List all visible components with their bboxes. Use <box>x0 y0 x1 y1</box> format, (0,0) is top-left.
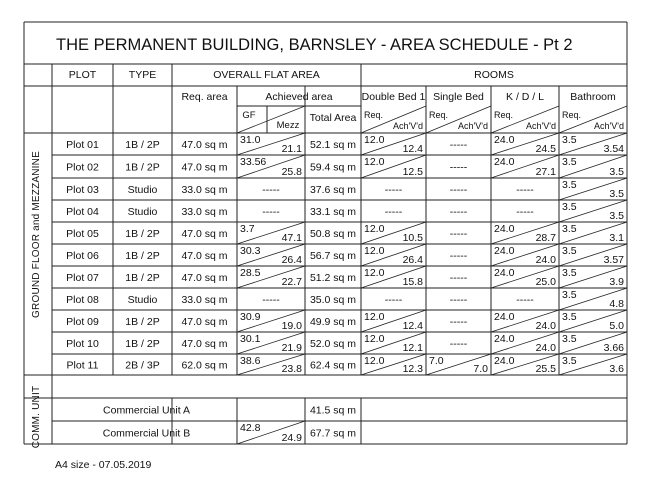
cell-plot: Plot 07 <box>66 272 99 284</box>
cell-gf-mezz-achieved: 21.9 <box>281 342 302 354</box>
cell-total-area: 51.2 sq m <box>309 272 357 284</box>
cell-double-bed-req: 12.0 <box>364 267 385 279</box>
cell-gf-mezz-achieved: 19.0 <box>281 320 302 332</box>
cell-commercial-name: Commercial Unit B <box>102 427 191 440</box>
cell-bathroom-achieved: 3.66 <box>603 342 624 354</box>
cell-bathroom-req: 3.5 <box>562 245 577 257</box>
cell-kdl-req: 24.0 <box>494 245 515 257</box>
header-achvd-bathroom: Ach'V'd <box>594 121 624 131</box>
cell-req-area: 47.0 sq m <box>181 250 228 262</box>
header-req-area: Req. area <box>181 91 228 103</box>
header-achvd-double-bed: Ach'V'd <box>393 121 423 131</box>
cell-gf-mezz-empty: ----- <box>262 184 280 196</box>
cell-double-bed-req: 12.0 <box>364 156 385 168</box>
cell-bathroom-achieved: 4.8 <box>609 298 624 310</box>
cell-commercial-gf: 42.8 <box>240 422 261 434</box>
cell-plot: Plot 11 <box>66 359 99 372</box>
cell-kdl-achieved: 27.1 <box>535 166 556 178</box>
cell-type: 1B / 2P <box>125 161 160 174</box>
cell-kdl-achieved: 25.5 <box>535 363 556 375</box>
cell-kdl-achieved: 24.0 <box>535 254 556 266</box>
schedule-title: THE PERMANENT BUILDING, BARNSLEY - AREA SCHEDULE - Pt 2 <box>56 36 573 54</box>
header-overall-flat-area: OVERALL FLAT AREA <box>213 69 320 81</box>
cell-gf-mezz-achieved: 22.7 <box>281 276 302 288</box>
cell-plot: Plot 04 <box>66 206 99 218</box>
cell-total-area: 62.4 sq m <box>309 359 357 372</box>
cell-single-bed-empty: ----- <box>449 250 468 262</box>
cell-kdl-req: 24.0 <box>494 311 515 323</box>
cell-total-area: 52.0 sq m <box>309 338 357 350</box>
header-req-single-bed: Req. <box>429 110 449 120</box>
cell-type: Studio <box>127 206 158 218</box>
cell-gf-mezz-achieved: 23.8 <box>281 363 302 375</box>
cell-kdl-req: 24.0 <box>494 156 515 168</box>
cell-single-bed-empty: ----- <box>449 338 468 350</box>
cell-gf-mezz-achieved: 25.8 <box>281 166 302 178</box>
cell-double-bed-empty: ----- <box>384 294 403 306</box>
cell-gf-mezz-empty: ----- <box>262 206 280 218</box>
header-single-bed: Single Bed <box>433 91 484 103</box>
cell-req-area: 62.0 sq m <box>181 359 228 372</box>
cell-gf-mezz-achieved: 26.4 <box>281 254 302 266</box>
cell-bathroom-achieved: 3.54 <box>603 143 624 155</box>
cell-double-bed-empty: ----- <box>384 184 403 196</box>
cell-bathroom-achieved: 5.0 <box>609 320 624 332</box>
cell-plot: Plot 08 <box>66 294 99 306</box>
cell-bathroom-req: 3.5 <box>562 134 577 146</box>
cell-bathroom-achieved: 3.6 <box>609 363 624 375</box>
cell-bathroom-req: 3.5 <box>562 201 577 213</box>
cell-kdl-empty: ----- <box>516 206 534 218</box>
cell-single-bed-achieved: 7.0 <box>473 363 488 375</box>
header-gf: GF <box>242 110 256 121</box>
cell-total-area: 49.9 sq m <box>309 316 357 328</box>
cell-type: 1B / 2P <box>125 250 160 262</box>
cell-double-bed-empty: ----- <box>384 206 403 218</box>
cell-gf-mezz-req: 30.1 <box>240 333 261 345</box>
header-plot: PLOT <box>68 69 97 81</box>
cell-type: 1B / 2P <box>125 316 160 328</box>
cell-commercial-mezz: 24.9 <box>281 432 302 444</box>
cell-bathroom-req: 3.5 <box>562 355 577 367</box>
cell-double-bed-achieved: 12.5 <box>402 166 423 178</box>
cell-double-bed-req: 12.0 <box>364 223 385 235</box>
cell-single-bed-empty: ----- <box>449 139 468 151</box>
cell-bathroom-req: 3.5 <box>562 156 577 168</box>
footer-note: A4 size - 07.05.2019 <box>55 459 152 471</box>
cell-plot: Plot 02 <box>66 161 99 174</box>
cell-gf-mezz-req: 38.6 <box>240 355 261 367</box>
cell-req-area: 33.0 sq m <box>181 294 228 306</box>
cell-type: 2B / 3P <box>125 359 160 372</box>
cell-double-bed-req: 12.0 <box>364 134 385 146</box>
header-req-kdl: Req. <box>494 110 514 120</box>
header-bathroom: Bathroom <box>570 91 616 103</box>
cell-kdl-achieved: 24.5 <box>535 143 556 155</box>
cell-total-area: 33.1 sq m <box>309 206 357 218</box>
cell-req-area: 47.0 sq m <box>181 161 228 174</box>
header-req-double-bed: Req. <box>364 110 384 120</box>
cell-total-area: 56.7 sq m <box>309 250 357 262</box>
header-rooms: ROOMS <box>474 69 514 81</box>
cell-req-area: 47.0 sq m <box>181 316 228 328</box>
cell-single-bed-req: 7.0 <box>429 355 444 367</box>
cell-total-area: 59.4 sq m <box>309 161 357 174</box>
cell-kdl-req: 24.0 <box>494 333 515 345</box>
cell-kdl-req: 24.0 <box>494 134 515 146</box>
cell-gf-mezz-req: 3.7 <box>240 223 255 235</box>
cell-single-bed-empty: ----- <box>449 161 468 174</box>
cell-double-bed-req: 12.0 <box>364 355 385 367</box>
cell-bathroom-achieved: 3.5 <box>609 210 624 222</box>
cell-kdl-req: 24.0 <box>494 267 515 279</box>
cell-plot: Plot 06 <box>66 250 99 262</box>
cell-gf-mezz-req: 28.5 <box>240 267 261 279</box>
cell-double-bed-achieved: 15.8 <box>402 276 423 288</box>
header-req-bathroom: Req. <box>562 110 582 120</box>
header-mezz: Mezz <box>276 120 300 131</box>
cell-gf-mezz-req: 30.3 <box>240 245 261 257</box>
cell-single-bed-empty: ----- <box>449 316 468 328</box>
cell-bathroom-achieved: 3.1 <box>609 232 624 244</box>
cell-double-bed-req: 12.0 <box>364 333 385 345</box>
cell-bathroom-achieved: 3.57 <box>603 254 624 266</box>
cell-bathroom-req: 3.5 <box>562 289 577 301</box>
header-achieved-area: Achieved area <box>265 91 333 103</box>
cell-plot: Plot 10 <box>66 338 99 350</box>
cell-gf-mezz-req: 31.0 <box>240 134 261 146</box>
cell-gf-mezz-req: 30.9 <box>240 311 261 323</box>
cell-type: 1B / 2P <box>125 228 160 240</box>
cell-bathroom-req: 3.5 <box>562 311 577 323</box>
cell-type: 1B / 2P <box>125 272 160 284</box>
cell-double-bed-req: 12.0 <box>364 245 385 257</box>
cell-req-area: 47.0 sq m <box>181 139 228 151</box>
cell-double-bed-achieved: 10.5 <box>402 232 423 244</box>
cell-gf-mezz-achieved: 21.1 <box>281 143 302 155</box>
cell-plot: Plot 03 <box>66 184 99 196</box>
header-type: TYPE <box>128 69 157 81</box>
cell-kdl-empty: ----- <box>516 294 534 306</box>
cell-bathroom-req: 3.5 <box>562 179 577 191</box>
cell-double-bed-req: 12.0 <box>364 311 385 323</box>
cell-plot: Plot 09 <box>66 316 99 328</box>
cell-total-area: 37.6 sq m <box>309 184 357 196</box>
cell-commercial-total: 41.5 sq m <box>309 404 357 417</box>
cell-req-area: 47.0 sq m <box>181 338 228 350</box>
cell-double-bed-achieved: 12.4 <box>402 143 423 155</box>
cell-kdl-achieved: 28.7 <box>535 232 556 244</box>
cell-commercial-total: 67.7 sq m <box>309 427 357 440</box>
cell-double-bed-achieved: 26.4 <box>402 254 423 266</box>
cell-single-bed-empty: ----- <box>449 184 468 196</box>
cell-kdl-achieved: 24.0 <box>535 342 556 354</box>
cell-type: 1B / 2P <box>125 139 160 151</box>
cell-bathroom-req: 3.5 <box>562 267 577 279</box>
cell-bathroom-req: 3.5 <box>562 223 577 235</box>
header-kdl: K / D / L <box>506 91 544 103</box>
cell-single-bed-empty: ----- <box>449 294 468 306</box>
header-total-area: Total Area <box>309 112 357 124</box>
cell-single-bed-empty: ----- <box>449 272 468 284</box>
cell-bathroom-achieved: 3.9 <box>609 276 624 288</box>
cell-bathroom-req: 3.5 <box>562 333 577 345</box>
cell-gf-mezz-achieved: 47.1 <box>281 232 302 244</box>
cell-total-area: 35.0 sq m <box>309 294 357 306</box>
cell-type: 1B / 2P <box>125 338 160 350</box>
table-text <box>31 36 624 471</box>
header-achvd-kdl: Ach'V'd <box>526 121 556 131</box>
side-label-commercial: COMM. UNIT <box>31 385 42 449</box>
cell-req-area: 33.0 sq m <box>181 184 228 196</box>
cell-double-bed-achieved: 12.1 <box>402 342 423 354</box>
cell-kdl-empty: ----- <box>516 184 534 196</box>
cell-gf-mezz-req: 33.56 <box>240 156 267 168</box>
cell-bathroom-achieved: 3.5 <box>609 166 624 178</box>
cell-single-bed-empty: ----- <box>449 206 468 218</box>
cell-single-bed-empty: ----- <box>449 228 468 240</box>
cell-kdl-achieved: 24.0 <box>535 320 556 332</box>
cell-type: Studio <box>127 184 158 196</box>
cell-kdl-achieved: 25.0 <box>535 276 556 288</box>
cell-req-area: 33.0 sq m <box>181 206 228 218</box>
cell-bathroom-achieved: 3.5 <box>609 188 624 200</box>
cell-kdl-req: 24.0 <box>494 355 515 367</box>
cell-gf-mezz-empty: ----- <box>262 294 280 306</box>
cell-total-area: 52.1 sq m <box>309 139 357 151</box>
side-label-ground-floor: GROUND FLOOR and MEZZANINE <box>31 151 42 318</box>
cell-commercial-name: Commercial Unit A <box>103 404 190 417</box>
cell-double-bed-achieved: 12.4 <box>402 320 423 332</box>
cell-double-bed-achieved: 12.3 <box>402 363 423 375</box>
cell-req-area: 47.0 sq m <box>181 272 228 284</box>
cell-plot: Plot 05 <box>66 228 99 240</box>
cell-type: Studio <box>127 294 158 306</box>
header-achvd-single-bed: Ach'V'd <box>458 121 488 131</box>
cell-kdl-req: 24.0 <box>494 223 515 235</box>
header-double-bed: Double Bed 1 <box>361 91 426 103</box>
cell-req-area: 47.0 sq m <box>181 228 228 240</box>
cell-plot: Plot 01 <box>66 139 99 151</box>
cell-total-area: 50.8 sq m <box>309 228 357 240</box>
